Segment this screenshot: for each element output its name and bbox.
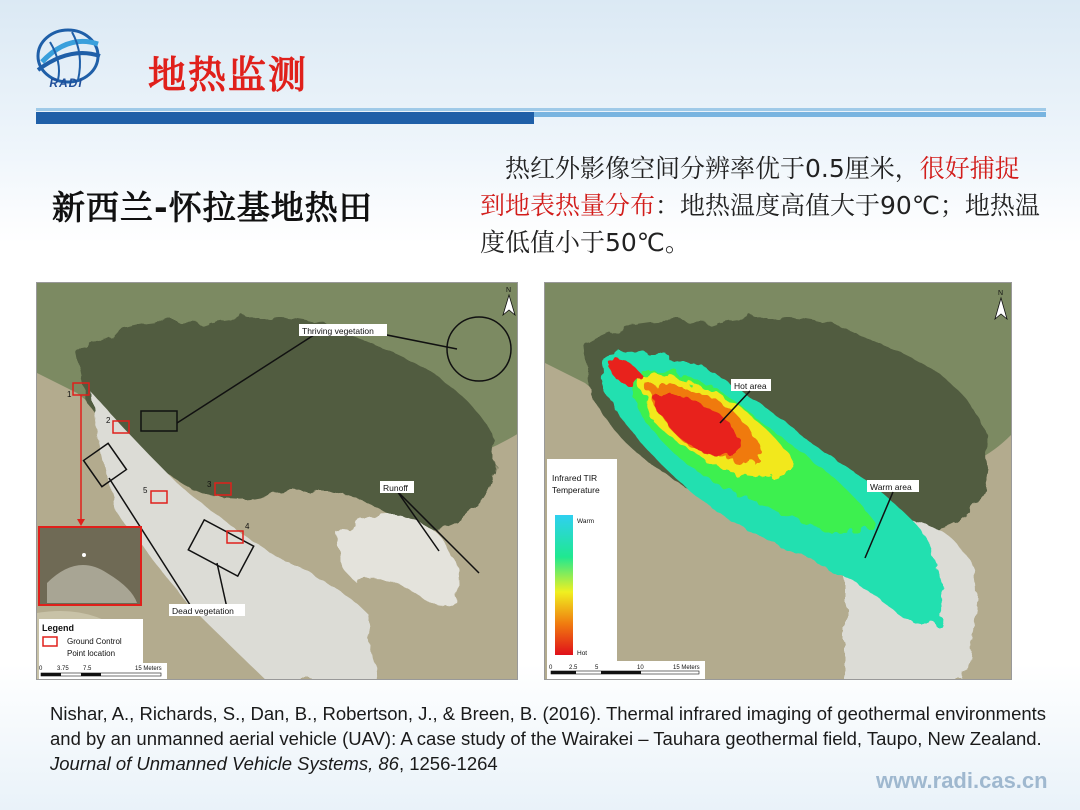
legend-title: Legend — [42, 623, 75, 633]
label-hot-area: Hot area — [734, 381, 767, 391]
tir-legend-warm: Warm — [577, 518, 595, 525]
slide-subtitle: 新西兰-怀拉基地热田 — [52, 188, 373, 227]
website-footer: www.radi.cas.cn — [876, 768, 1048, 793]
label-thriving-vegetation: Thriving vegetation — [302, 326, 374, 336]
north-label: N — [506, 287, 512, 294]
gcp-number: 2 — [106, 416, 111, 425]
slide-title: 地热监测 — [148, 53, 309, 97]
logo-caption: RADI — [49, 76, 83, 90]
rgb-orthophoto-figure — [36, 282, 518, 680]
thermal-infrared-figure — [544, 282, 1012, 680]
description-part1: 热红外影像空间分辨率优于0.5厘米， — [505, 154, 920, 183]
header-bar — [36, 108, 1046, 124]
label-dead-vegetation: Dead vegetation — [172, 606, 234, 616]
tir-legend-title-line2: Temperature — [552, 485, 600, 495]
citation-pages: , 1256-1264 — [398, 753, 498, 774]
scale-tick: 7.5 — [83, 666, 92, 672]
tir-color-ramp — [555, 515, 573, 655]
scale-tick: 15 Meters — [135, 666, 162, 672]
tir-legend-title-line1: Infrared TIR — [552, 473, 598, 483]
description-highlight: 很好捕捉到地表热量分布 — [480, 154, 1020, 220]
gcp-number: 5 — [143, 486, 148, 495]
description-part3: ：地热温度高值大于90℃；地热温度低值小于50℃。 — [480, 191, 1040, 257]
legend-gcp-line1: Ground Control — [67, 637, 122, 646]
scale-tick: 10 — [637, 665, 644, 671]
scale-tick: 15 Meters — [673, 665, 700, 671]
legend-gcp-line2: Point location — [67, 649, 116, 658]
scale-tick: 0 — [39, 666, 43, 672]
citation-journal: Journal of Unmanned Vehicle Systems, 86 — [50, 753, 399, 774]
scale-tick: 5 — [595, 665, 599, 671]
scale-tick: 0 — [549, 665, 553, 671]
label-warm-area: Warm area — [870, 482, 912, 492]
north-label: N — [998, 290, 1004, 297]
tir-legend-hot: Hot — [577, 650, 588, 657]
scale-tick: 2.5 — [569, 665, 578, 671]
gcp-number: 4 — [245, 522, 250, 531]
citation — [50, 701, 1060, 776]
gcp-number: 1 — [67, 390, 72, 399]
description — [480, 150, 1040, 261]
label-runoff: Runoff — [383, 483, 408, 493]
scale-tick: 3.75 — [57, 666, 69, 672]
citation-text: Nishar, A., Richards, S., Dan, B., Robertson, J., & Breen, B. (2016). Thermal infrared imaging of geothermal environments and by an unmanned aerial vehicle (UAV): A case study of the Wairakei – Tauhara geothermal field, Taupo, New Zealand. — [50, 703, 1047, 749]
gcp-number: 3 — [207, 480, 212, 489]
